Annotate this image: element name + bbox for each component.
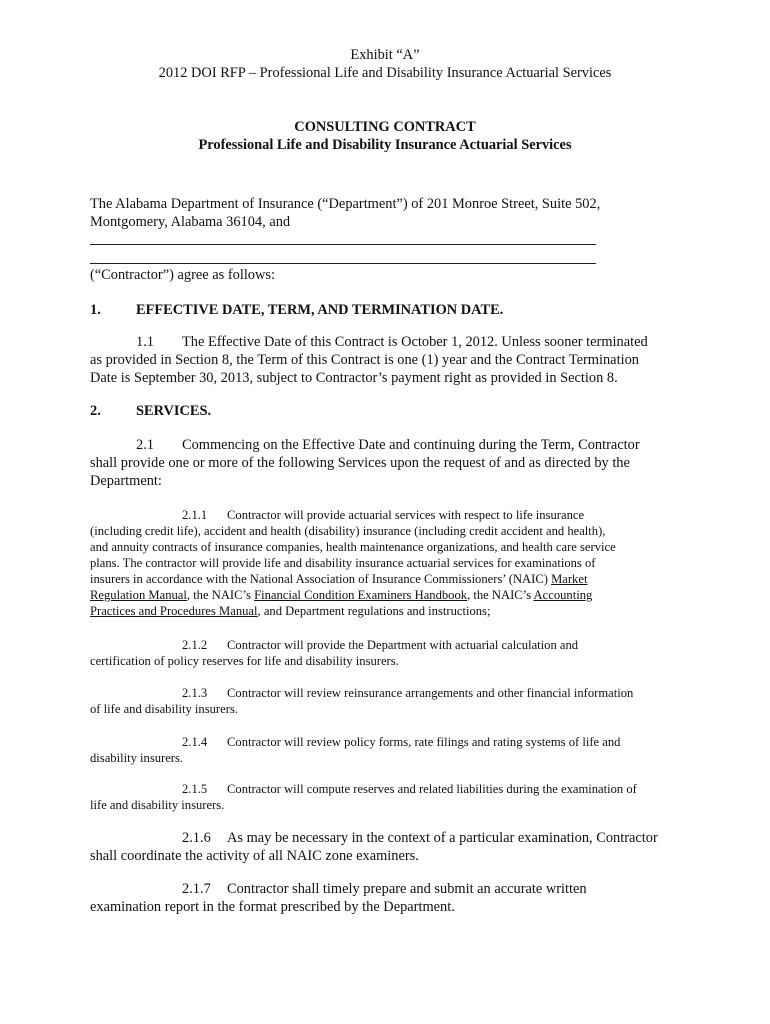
subparagraph-line [90, 571, 587, 587]
subparagraph-number: 2.1.2 [182, 638, 208, 652]
preamble-line: Montgomery, Alabama 36104, and [90, 214, 291, 230]
subparagraph-line: Contractor shall timely prepare and submit an accurate written [227, 881, 587, 897]
manual-title: Market [551, 572, 588, 586]
subparagraph-line [90, 587, 592, 603]
subparagraph-number: 2.1.3 [182, 686, 208, 700]
rfp-title: 2012 DOI RFP – Professional Life and Disability Insurance Actuarial Services [158, 65, 612, 81]
preamble-line: The Alabama Department of Insurance (“Department”) of 201 Monroe Street, Suite 502, [90, 196, 601, 212]
paragraph-line: Date is September 30, 2013, subject to Contractor’s payment right as provided in Section 8. [90, 370, 618, 386]
section-heading: SERVICES. [136, 403, 212, 419]
contract-subtitle: Professional Life and Disability Insurance Actuarial Services [198, 137, 572, 153]
subparagraph-number: 2.1.7 [182, 881, 211, 897]
manual-title: Regulation Manual [90, 588, 187, 602]
contract-title: CONSULTING CONTRACT [294, 119, 476, 135]
blank-signature-line [90, 244, 596, 245]
text-run: , the NAIC’s [467, 588, 534, 602]
text-run: , the NAIC’s [186, 588, 255, 602]
paragraph-line: as provided in Section 8, the Term of this Contract is one (1) year and the Contract Termination [90, 352, 639, 368]
manual-title: Financial Condition Examiners Handbook [254, 588, 468, 602]
subparagraph-line: examination report in the format prescribed by the Department. [90, 899, 455, 915]
subparagraph-line: Contractor will review reinsurance arrangements and other financial information [227, 686, 634, 700]
subparagraph-line [90, 603, 490, 619]
subparagraph-line: Contractor will compute reserves and related liabilities during the examination of [227, 782, 637, 796]
paragraph-line: shall provide one or more of the following Services upon the request of and as directed by the [90, 455, 630, 471]
subparagraph-line: disability insurers. [90, 751, 184, 765]
paragraph-number: 1.1 [136, 334, 154, 350]
subparagraph-line: and annuity contracts of insurance companies, health maintenance organizations, and health care service [90, 540, 616, 554]
paragraph-line: Commencing on the Effective Date and continuing during the Term, Contractor [182, 437, 640, 453]
text-run: insurers in accordance with the National Association of Insurance Commissioners’ (NAIC) [90, 572, 552, 586]
section-heading: EFFECTIVE DATE, TERM, AND TERMINATION DATE. [136, 302, 504, 318]
paragraph-line: The Effective Date of this Contract is October 1, 2012. Unless sooner terminated [182, 334, 648, 350]
subparagraph-line: plans. The contractor will provide life and disability insurance actuarial services for examinations of [90, 556, 596, 570]
contractor-line: (“Contractor”) agree as follows: [90, 267, 275, 283]
subparagraph-number: 2.1.6 [182, 830, 211, 846]
manual-title: Accounting [533, 588, 593, 602]
section-number: 1. [90, 302, 101, 318]
exhibit-label: Exhibit “A” [350, 47, 420, 63]
subparagraph-line: of life and disability insurers. [90, 702, 238, 716]
subparagraph-line: certification of policy reserves for life and disability insurers. [90, 654, 399, 668]
blank-signature-line [90, 263, 596, 264]
subparagraph-line: life and disability insurers. [90, 798, 225, 812]
paragraph-line: Department: [90, 473, 162, 489]
paragraph-number: 2.1 [136, 437, 154, 453]
text-run: , and Department regulations and instructions; [257, 604, 491, 618]
subparagraph-number: 2.1.1 [182, 508, 208, 522]
subparagraph-line: Contractor will provide the Department with actuarial calculation and [227, 638, 579, 652]
subparagraph-line: Contractor will review policy forms, rate filings and rating systems of life and [227, 735, 621, 749]
subparagraph-number: 2.1.5 [182, 782, 208, 796]
section-number: 2. [90, 403, 101, 419]
subparagraph-line: shall coordinate the activity of all NAIC zone examiners. [90, 848, 419, 864]
manual-title: Practices and Procedures Manual [90, 604, 258, 618]
subparagraph-line: As may be necessary in the context of a particular examination, Contractor [227, 830, 658, 846]
subparagraph-line: (including credit life), accident and health (disability) insurance (including credit accident and health), [90, 524, 606, 538]
subparagraph-number: 2.1.4 [182, 735, 208, 749]
subparagraph-line: Contractor will provide actuarial services with respect to life insurance [227, 508, 585, 522]
